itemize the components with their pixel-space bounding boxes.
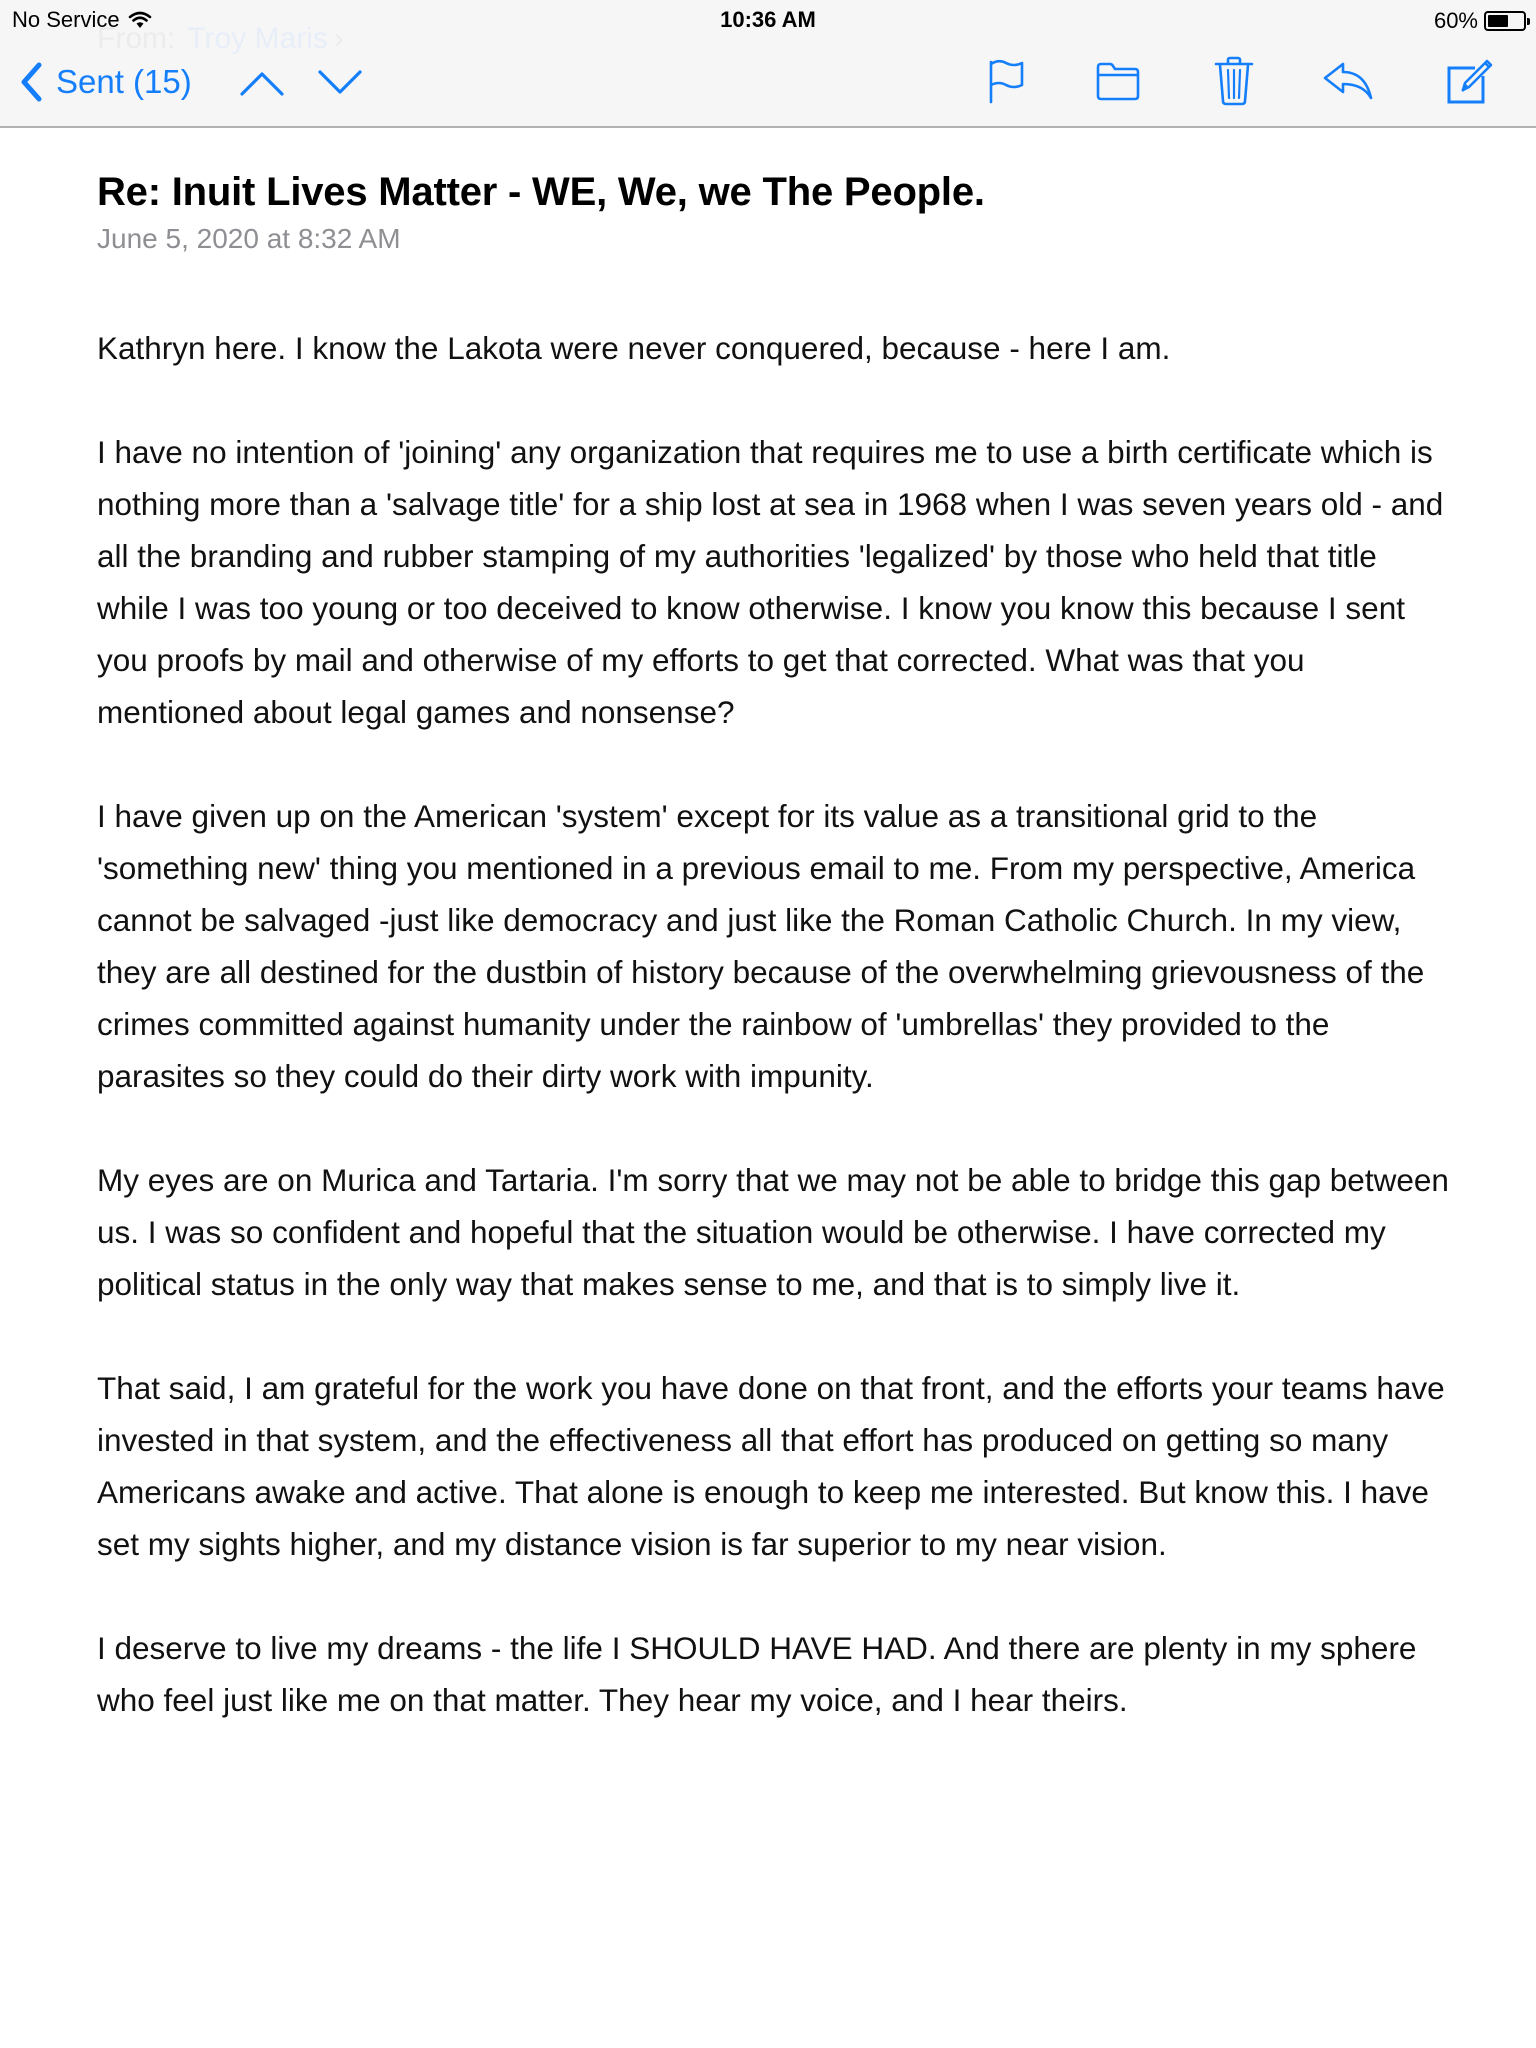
body-paragraph: I have given up on the American 'system' except for its value as a transitional grid to the 'something new' thing you mentioned in a previous email to me. From my perspective, America cannot be salvaged -just like democracy and just like the Roman Catholic Church. In my view, they are all destined for the dustbin of history because of the overwhelming grievousness of the crimes committed against humanity under the rainbow of 'umbrellas' they provided to the parasites so they could do their dirty work with impunity. (97, 798, 1425, 1094)
move-to-folder-button[interactable] (1094, 56, 1142, 106)
reply-button[interactable] (1325, 56, 1373, 106)
compose-icon (1445, 56, 1495, 106)
reply-icon (1323, 60, 1375, 102)
flag-button[interactable] (982, 56, 1030, 106)
from-name: Troy Maris (187, 22, 328, 55)
flag-icon (986, 58, 1026, 104)
message-body (97, 322, 1457, 1726)
battery-percent: 60% (1433, 8, 1478, 33)
back-button[interactable] (20, 62, 192, 102)
message-date: June 5, 2020 at 8:32 AM (97, 223, 401, 254)
body-paragraph: Kathryn here. I know the Lakota were never conquered, because - here I am. (97, 330, 1171, 366)
previous-message-button[interactable] (240, 68, 284, 98)
body-paragraph: My eyes are on Murica and Tartaria. I'm sorry that we may not be able to bridge this gap between us. I was so confident and hopeful that the situation would be otherwise. I have corrected my political status in the only way that makes sense to me, and that is to simply live it. (97, 1162, 1449, 1302)
status-time: 10:36 AM (720, 7, 816, 32)
battery-icon (1484, 11, 1526, 31)
ghost-from-header (97, 22, 344, 56)
next-message-button[interactable] (318, 68, 362, 98)
trash-icon (1214, 56, 1254, 106)
body-paragraph: I have no intention of 'joining' any organization that requires me to use a birth certificate which is nothing more than a 'salvage title' for a ship lost at sea in 1968 when I was seven years old - and all the branding and rubber stamping of my authorities 'legalized' by those who held that title while I was too young or too deceived to know otherwise. I know you know this because I sent you proofs by mail and otherwise of my efforts to get that corrected. What was that you mentioned about legal games and nonsense? (97, 434, 1444, 730)
chevron-left-icon (20, 62, 42, 102)
chevron-down-icon (318, 68, 362, 98)
body-paragraph: That said, I am grateful for the work you have done on that front, and the efforts your teams have invested in that system, and the effectiveness all that effort has produced on getting so many Americans awake and active. That alone is enough to keep me interested. But know this. I have set my sights higher, and my distance vision is far superior to my near vision. (97, 1370, 1445, 1562)
chevron-up-icon (240, 68, 284, 98)
message-subject: Re: Inuit Lives Matter - WE, We, we The People. (97, 170, 985, 214)
battery-nub (1527, 18, 1530, 25)
trash-button[interactable] (1210, 56, 1258, 106)
folder-icon (1095, 61, 1141, 101)
battery-fill (1488, 15, 1508, 27)
battery-status (1434, 8, 1526, 34)
message-view (97, 168, 1457, 1778)
body-paragraph: I deserve to live my dreams - the life I SHOULD HAVE HAD. And there are plenty in my sphere who feel just like me on that matter. They hear my voice, and I hear theirs. (97, 1630, 1417, 1718)
from-label: From: (97, 22, 176, 55)
top-bar (0, 0, 1536, 128)
back-label: Sent (15) (56, 63, 192, 100)
from-chevron-icon: › (333, 22, 344, 55)
compose-button[interactable] (1446, 56, 1494, 106)
carrier-label: No Service (12, 7, 120, 32)
